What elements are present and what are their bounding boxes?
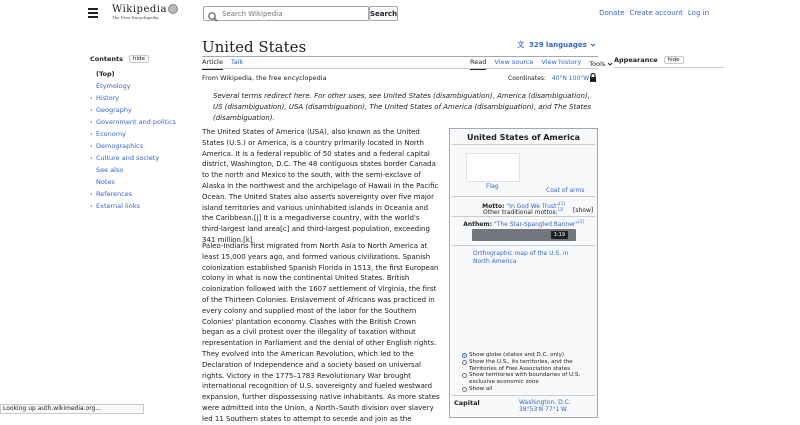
flag-link[interactable]: Flag (486, 183, 499, 190)
infobox-divider (452, 395, 595, 396)
show-toggle[interactable]: [show] (573, 207, 594, 214)
infobox-divider (452, 144, 595, 145)
toc-hide-button[interactable]: hide (129, 55, 149, 63)
log-in-link[interactable]: Log in (687, 9, 709, 17)
infobox-divider (452, 196, 595, 197)
map-option-radio[interactable] (462, 359, 597, 373)
wikipedia-globe-icon (168, 4, 178, 14)
radio-label: Show territories with boundaries of U.S. exclusive economic zone (469, 372, 581, 386)
other-mottos-label: Other traditional mottos: (483, 209, 558, 216)
tab-article[interactable]: Article (202, 58, 223, 70)
main-menu-icon[interactable] (88, 8, 98, 18)
toc-item[interactable] (90, 68, 185, 80)
chevron-right-icon[interactable]: › (90, 106, 93, 114)
capital-link[interactable]: Washington, D.C. (519, 399, 571, 406)
tab-talk[interactable]: Talk (230, 58, 244, 66)
radio-button[interactable] (462, 373, 467, 378)
radio-button[interactable] (462, 387, 467, 392)
lock-icon[interactable] (589, 73, 597, 82)
chevron-right-icon[interactable]: › (90, 202, 93, 210)
capital-coords-link[interactable]: 38°53′N 77°1′W (519, 406, 567, 413)
toc-item[interactable] (90, 188, 185, 200)
toc-item[interactable] (90, 104, 185, 116)
wikipedia-logo[interactable] (112, 4, 167, 20)
title-divider (202, 56, 598, 57)
coordinates-label: Coordinates: (508, 75, 547, 82)
infobox-divider (452, 245, 595, 246)
other-mottos-ref[interactable]: [2] (557, 207, 564, 212)
appearance-panel (614, 56, 684, 64)
toc-item[interactable] (90, 92, 185, 104)
tabs-divider (202, 68, 598, 69)
tools-label: Tools (589, 60, 606, 68)
tab-view-source[interactable]: View source (494, 58, 534, 66)
other-mottos (483, 207, 563, 216)
chevron-right-icon[interactable]: › (90, 190, 93, 198)
flag-image[interactable] (466, 153, 520, 182)
page-title: United States (202, 38, 307, 56)
lead-paragraph-2: Paleo-Indians first migrated from North Asia to North America at least 15,000 years ago, and formed various civilizations. Spanish colonization established Spanish Florida in 1513, the first European colony in what is now the continental United States. British colonization followed with the 1607 settlement of Virginia, the first of the Thirteen Colonies. Enslavement of Africans was practiced in every colony and supplied most of the labor for the Southern Colonies' plantation economy. Clashes with the British Crown began as a civil protest over the illegality of taxation without representation in Parliament and the denial of other English rights. They evolved into the American Revolution, which led to the Declaration of Independence and a society based on universal rights. Victory in the 1775–1783 Revolutionary War brought international recognition of U.S. sovereignty and fueled westward expansion, further dispossessing native inhabitants. As more states were admitted into the Union, a North–South division over slavery led 11 Southern states to attempt to secede and join as the (202, 242, 440, 423)
toc-item-label: Notes (96, 178, 115, 186)
map-option-radio[interactable] (462, 386, 597, 393)
toc-item[interactable] (90, 140, 185, 152)
search-input[interactable] (219, 10, 368, 18)
toc-item-label: References (96, 190, 133, 198)
player-time: 1:19 (551, 231, 568, 239)
motto-link[interactable]: "In God We Trust" (506, 203, 560, 210)
toc-item[interactable] (90, 200, 185, 212)
chevron-right-icon[interactable]: › (90, 94, 93, 102)
toc-item-label: External links (96, 202, 140, 210)
toc-item-label: Geography (96, 106, 132, 114)
toc-item[interactable] (90, 152, 185, 164)
capital-value (519, 399, 571, 413)
chevron-right-icon[interactable]: › (90, 118, 93, 126)
toc-item-label: (Top) (96, 70, 115, 78)
chevron-right-icon[interactable]: › (90, 154, 93, 162)
audio-player[interactable] (472, 229, 576, 241)
anthem-label: Anthem: (463, 221, 492, 228)
map-option-radio[interactable] (462, 352, 597, 359)
search-button[interactable]: Search (369, 6, 398, 21)
coordinates (508, 75, 589, 82)
coat-of-arms-link[interactable]: Coat of arms (546, 187, 585, 194)
toc-item[interactable] (90, 80, 185, 92)
logo-wordmark: Wikipedia (112, 4, 167, 15)
radio-label: Show the U.S., its territories, and the Territories of Free Association states (469, 358, 573, 372)
chevron-right-icon[interactable]: › (90, 142, 93, 150)
status-bar: Looking up auth.wikimedia.org... (0, 404, 144, 414)
radio-label: Show globe (states and D.C. only) (469, 352, 565, 358)
tab-read[interactable]: Read (470, 58, 486, 70)
infobox-divider (452, 216, 595, 217)
search-icon (207, 8, 219, 20)
infobox (449, 128, 598, 418)
motto-ref[interactable]: [1] (559, 201, 565, 206)
toc-heading: Contents (90, 55, 123, 63)
toc-item-label: Culture and society (96, 154, 160, 162)
map-options (462, 352, 597, 393)
appearance-hide-button[interactable]: hide (664, 56, 684, 64)
create-account-link[interactable]: Create account (629, 9, 683, 17)
toc-item[interactable] (90, 164, 185, 176)
anthem-link[interactable]: "The Star-Spangled Banner" (493, 221, 579, 228)
infobox-title: United States of America (466, 133, 581, 142)
chevron-right-icon[interactable]: › (90, 130, 93, 138)
chevron-down-icon (607, 61, 613, 67)
search-box[interactable] (203, 6, 369, 21)
radio-button[interactable] (462, 360, 467, 365)
language-button[interactable] (517, 40, 596, 49)
anthem-ref[interactable]: [3] (578, 219, 584, 224)
map-caption-link[interactable]: Orthographic map of the U.S. in North America (473, 250, 569, 265)
toc-item-label: Economy (96, 130, 126, 138)
capital-label: Capital (454, 399, 480, 407)
toc-item-label: See also (96, 166, 124, 174)
logo-tagline: The Free Encyclopedia (112, 15, 159, 20)
lead-paragraph-1: The United States of America (USA), also known as the United States (U.S.) or America, is a country primarily located in North America. It is a federal republic of 50 states and a federal capital district, Washington, D.C. The 48 contiguous states border Canada to the north and Mexico to the south, with the semi-exclave of Alaska in the northwest and the archipelago of Hawaii in the Pacific Ocean. The United States also asserts sovereignty over five major island territories and various uninhabited islands in Oceania and the Caribbean.[j] It is a megadiverse country, with the world's third-largest land area[c] and third-largest population, exceeding 341 million.[k] (202, 128, 439, 244)
toc-item[interactable] (90, 116, 185, 128)
map-option-radio[interactable] (462, 372, 597, 386)
table-of-contents (90, 55, 185, 212)
donate-link[interactable]: Donate (599, 9, 625, 17)
svg-text:文: 文 (517, 40, 525, 49)
personal-tools (599, 9, 709, 17)
anthem-row (450, 219, 597, 228)
toc-item[interactable] (90, 128, 185, 140)
coordinates-link[interactable]: 40°N 100°W (551, 75, 590, 82)
toc-item-label: Demographics (96, 142, 144, 150)
tab-view-history[interactable]: View history (541, 58, 582, 66)
site-subtitle: From Wikipedia, the free encyclopedia (202, 74, 327, 82)
appearance-divider (614, 67, 724, 68)
appearance-heading: Appearance (614, 56, 658, 64)
language-count: 329 languages (529, 40, 587, 49)
radio-button[interactable] (462, 353, 467, 358)
toc-item[interactable] (90, 176, 185, 188)
hatnote: Several terms redirect here. For other uses, see United States (disambiguation), America (disambiguation), US (disambiguation), USA (disambiguation), The United States of America (disambiguation), and The States (disambiguation). (213, 92, 592, 122)
radio-label: Show all (469, 385, 493, 392)
toc-item-label: History (96, 94, 120, 102)
toc-item-label: Government and politics (96, 118, 176, 126)
chevron-down-icon (590, 42, 596, 48)
motto-label: Motto: (482, 203, 505, 210)
language-icon (517, 40, 526, 49)
toc-item-label: Etymology (96, 82, 131, 90)
